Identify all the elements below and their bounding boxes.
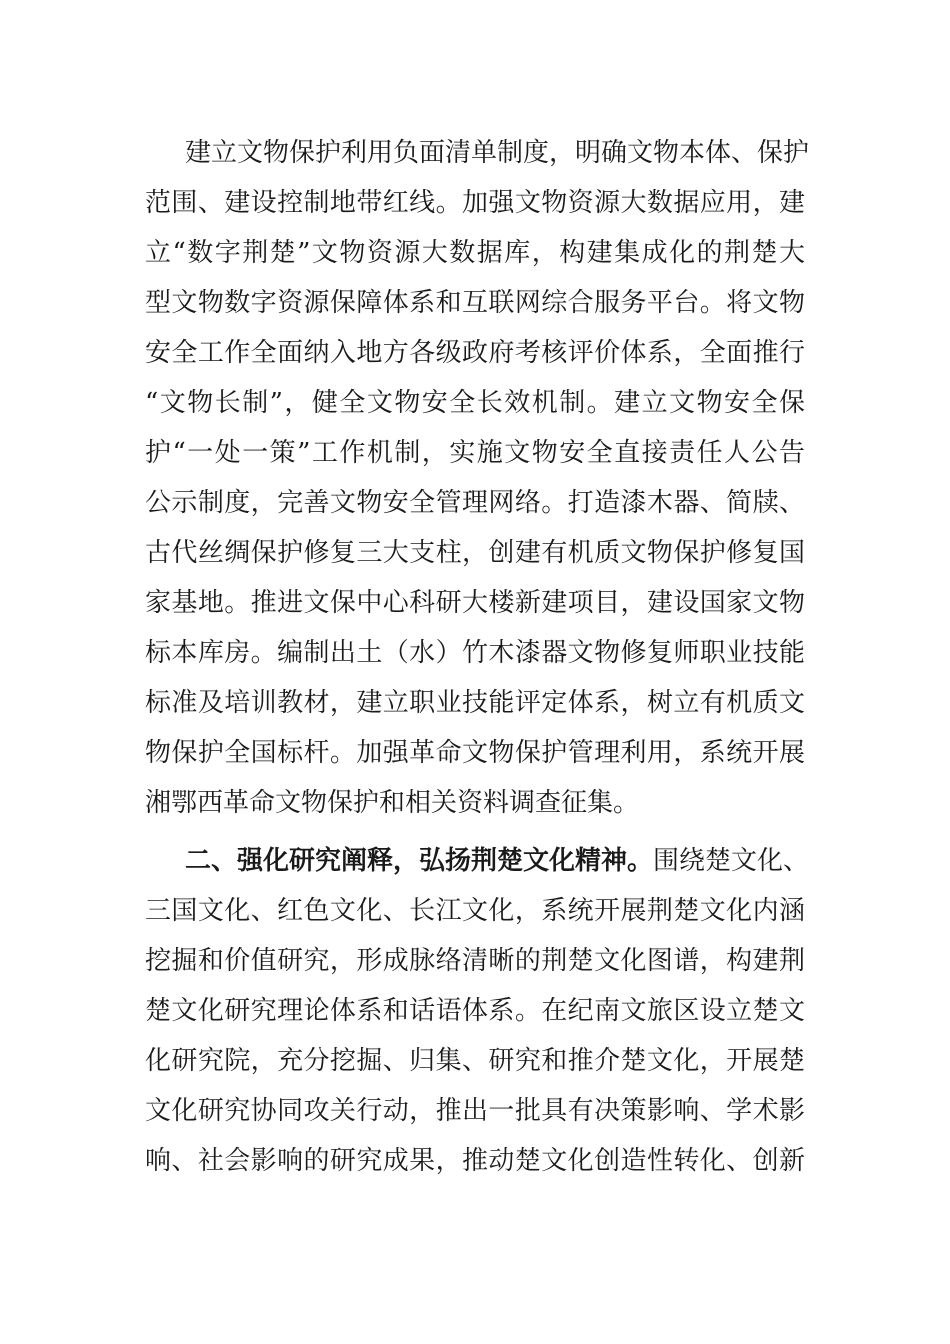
- paragraph-line: 公示制度，完善文物安全管理网络。打造漆木器、简牍、: [145, 488, 805, 518]
- paragraph-line: 湘鄂西革命文物保护和相关资料调查征集。: [145, 788, 640, 818]
- paragraph-line: 型文物数字资源保障体系和互联网综合服务平台。将文物: [145, 288, 805, 318]
- paragraph-line: 标本库房。编制出土（水）竹木漆器文物修复师职业技能: [145, 638, 805, 668]
- paragraph-line: 化研究院，充分挖掘、归集、研究和推介楚文化，开展楚: [145, 1046, 805, 1076]
- section-heading: 二、强化研究阐释，弘扬荆楚文化精神。: [185, 846, 654, 876]
- paragraph-line: 三国文化、红色文化、长江文化，系统开展荆楚文化内涵: [145, 896, 805, 926]
- section-heading-line: [185, 836, 810, 886]
- paragraph-line: 古代丝绸保护修复三大支柱，创建有机质文物保护修复国: [145, 538, 805, 568]
- paragraph-line: 建立文物保护利用负面清单制度，明确文物本体、保护: [185, 138, 810, 168]
- paragraph-line: 安全工作全面纳入地方各级政府考核评价体系，全面推行: [145, 338, 805, 368]
- paragraph-line: 范围、建设控制地带红线。加强文物资源大数据应用，建: [145, 188, 805, 218]
- paragraph-line: 文化研究协同攻关行动，推出一批具有决策影响、学术影: [145, 1096, 805, 1126]
- paragraph-line: 物保护全国标杆。加强革命文物保护管理利用，系统开展: [145, 738, 805, 768]
- paragraph-line: 挖掘和价值研究，形成脉络清晰的荆楚文化图谱，构建荆: [145, 946, 805, 976]
- paragraph-line: 楚文化研究理论体系和话语体系。在纪南文旅区设立楚文: [145, 996, 805, 1026]
- paragraph-line: 护“一处一策”工作机制，实施文物安全直接责任人公告: [145, 438, 805, 468]
- paragraph-line: 标准及培训教材，建立职业技能评定体系，树立有机质文: [145, 688, 805, 718]
- paragraph-line: “文物长制”，健全文物安全长效机制。建立文物安全保: [145, 388, 805, 418]
- paragraph-line: 响、社会影响的研究成果，推动楚文化创造性转化、创新: [145, 1146, 805, 1176]
- paragraph-line: 立“数字荆楚”文物资源大数据库，构建集成化的荆楚大: [145, 238, 805, 268]
- paragraph-line: 家基地。推进文保中心科研大楼新建项目，建设国家文物: [145, 588, 805, 618]
- heading-line-rest: 围绕楚文化、: [653, 846, 810, 876]
